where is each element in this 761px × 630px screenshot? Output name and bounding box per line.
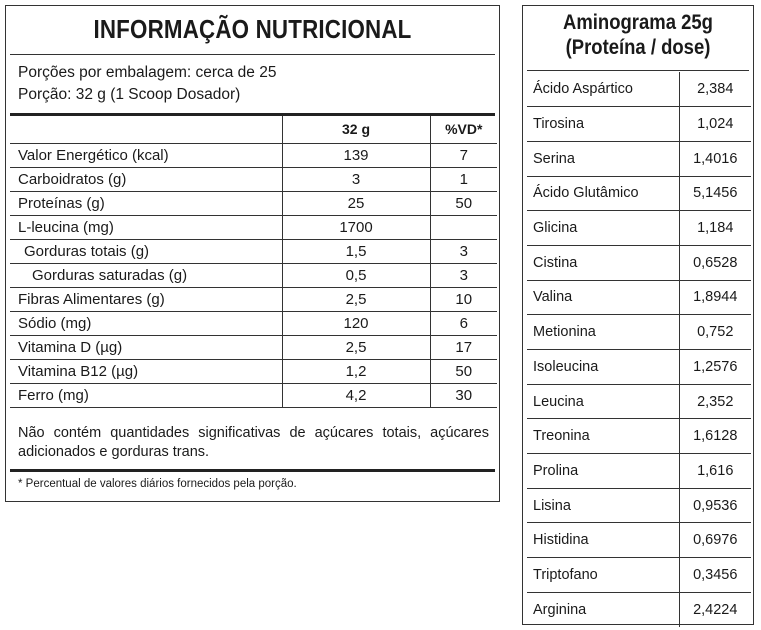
nutrient-name: Gorduras totais (g) — [10, 239, 282, 263]
amino-acid-value: 1,184 — [679, 211, 751, 246]
serving-info — [18, 62, 276, 106]
amino-acid-value: 2,4224 — [679, 592, 751, 627]
amino-acid-name: Prolina — [527, 454, 679, 489]
amino-acid-name: Tirosina — [527, 107, 679, 142]
amino-acid-value: 1,6128 — [679, 419, 751, 454]
nutrition-row — [10, 239, 497, 263]
nutrient-name: Vitamina D (µg) — [10, 335, 282, 359]
header-dv: %VD* — [430, 116, 497, 143]
daily-value-footnote: * Percentual de valores diários fornecidos pela porção. — [18, 478, 297, 490]
nutrient-amount: 1,5 — [282, 239, 430, 263]
nutrition-table — [10, 116, 497, 408]
nutrient-amount: 0,5 — [282, 263, 430, 287]
amino-acid-value: 0,752 — [679, 315, 751, 350]
nutrient-dv: 10 — [430, 287, 497, 311]
nutrient-name: Sódio (mg) — [10, 311, 282, 335]
servings-per-package: Porções por embalagem: cerca de 25 — [18, 64, 277, 81]
serving-size: Porção: 32 g (1 Scoop Dosador) — [18, 86, 241, 103]
nutrition-row — [10, 191, 497, 215]
amino-row — [527, 211, 751, 246]
amino-acid-name: Ácido Aspártico — [527, 72, 679, 107]
amino-acid-value: 5,1456 — [679, 176, 751, 211]
nutrition-row — [10, 359, 497, 383]
amino-acid-name: Ácido Glutâmico — [527, 176, 679, 211]
amino-acid-value: 1,8944 — [679, 280, 751, 315]
amino-acid-name: Glicina — [527, 211, 679, 246]
header-amount: 32 g — [282, 116, 430, 143]
nutrient-amount: 120 — [282, 311, 430, 335]
nutrient-dv: 50 — [430, 191, 497, 215]
nutrition-row — [10, 311, 497, 335]
nutrient-dv: 3 — [430, 263, 497, 287]
nutrition-row — [10, 143, 497, 167]
nutrition-row — [10, 287, 497, 311]
amino-row — [527, 523, 751, 558]
nutrition-title: INFORMAÇÃO NUTRICIONAL — [93, 14, 412, 44]
aminogram-panel — [522, 5, 754, 625]
amino-acid-value: 2,384 — [679, 72, 751, 107]
amino-row — [527, 72, 751, 107]
amino-row — [527, 488, 751, 523]
amino-acid-value: 0,6528 — [679, 245, 751, 280]
header-nutrient — [10, 116, 282, 143]
nutrient-amount: 139 — [282, 143, 430, 167]
nutrient-amount: 2,5 — [282, 335, 430, 359]
nutrient-name: Ferro (mg) — [10, 383, 282, 407]
nutrition-row — [10, 167, 497, 191]
amino-acid-name: Triptofano — [527, 558, 679, 593]
amino-row — [527, 558, 751, 593]
amino-row — [527, 419, 751, 454]
amino-acid-name: Valina — [527, 280, 679, 315]
amino-acid-value: 0,9536 — [679, 488, 751, 523]
nutrient-dv: 17 — [430, 335, 497, 359]
nutrition-note: Não contém quantidades significativas de açúcares totais, açúcares adicionados e gorduras trans. — [18, 425, 489, 460]
nutrient-amount: 1700 — [282, 215, 430, 239]
amino-row — [527, 350, 751, 385]
nutrient-name: Vitamina B12 (µg) — [10, 359, 282, 383]
amino-row — [527, 454, 751, 489]
amino-acid-value: 1,2576 — [679, 350, 751, 385]
amino-row — [527, 107, 751, 142]
nutrient-name: Gorduras saturadas (g) — [10, 263, 282, 287]
title-divider — [10, 54, 495, 55]
nutrient-dv — [430, 215, 497, 239]
aminogram-title-divider — [527, 70, 749, 71]
nutrient-amount: 4,2 — [282, 383, 430, 407]
thick-divider-bottom — [10, 469, 495, 472]
nutrient-dv: 7 — [430, 143, 497, 167]
nutrient-name: Proteínas (g) — [10, 191, 282, 215]
nutrition-table-header — [10, 116, 497, 143]
nutrient-amount: 3 — [282, 167, 430, 191]
nutrition-facts-panel — [5, 5, 500, 502]
amino-acid-name: Treonina — [527, 419, 679, 454]
nutrient-name: Carboidratos (g) — [10, 167, 282, 191]
amino-acid-name: Leucina — [527, 384, 679, 419]
nutrient-dv: 50 — [430, 359, 497, 383]
amino-row — [527, 384, 751, 419]
amino-acid-value: 0,3456 — [679, 558, 751, 593]
nutrient-dv: 6 — [430, 311, 497, 335]
amino-row — [527, 592, 751, 627]
amino-row — [527, 141, 751, 176]
nutrient-dv: 3 — [430, 239, 497, 263]
amino-acid-name: Histidina — [527, 523, 679, 558]
amino-row — [527, 176, 751, 211]
amino-acid-name: Metionina — [527, 315, 679, 350]
nutrient-amount: 1,2 — [282, 359, 430, 383]
nutrition-row — [10, 335, 497, 359]
nutrient-dv: 1 — [430, 167, 497, 191]
amino-acid-name: Lisina — [527, 488, 679, 523]
amino-acid-value: 1,024 — [679, 107, 751, 142]
nutrition-row — [10, 263, 497, 287]
amino-acid-value: 0,6976 — [679, 523, 751, 558]
nutrient-amount: 25 — [282, 191, 430, 215]
amino-acid-name: Serina — [527, 141, 679, 176]
nutrient-amount: 2,5 — [282, 287, 430, 311]
aminogram-title-line1: Aminograma 25g — [563, 11, 713, 34]
amino-row — [527, 280, 751, 315]
aminogram-title-line2: (Proteína / dose) — [565, 36, 711, 59]
nutrition-row — [10, 215, 497, 239]
nutrient-name: Fibras Alimentares (g) — [10, 287, 282, 311]
amino-acid-name: Cistina — [527, 245, 679, 280]
nutrient-name: Valor Energético (kcal) — [10, 143, 282, 167]
aminogram-table — [527, 72, 751, 627]
aminogram-title — [537, 10, 739, 60]
amino-acid-value: 1,4016 — [679, 141, 751, 176]
amino-row — [527, 245, 751, 280]
nutrition-row — [10, 383, 497, 407]
nutrient-name: L-leucina (mg) — [10, 215, 282, 239]
amino-acid-value: 2,352 — [679, 384, 751, 419]
nutrient-dv: 30 — [430, 383, 497, 407]
amino-acid-name: Isoleucina — [527, 350, 679, 385]
amino-acid-value: 1,616 — [679, 454, 751, 489]
amino-row — [527, 315, 751, 350]
amino-acid-name: Arginina — [527, 592, 679, 627]
